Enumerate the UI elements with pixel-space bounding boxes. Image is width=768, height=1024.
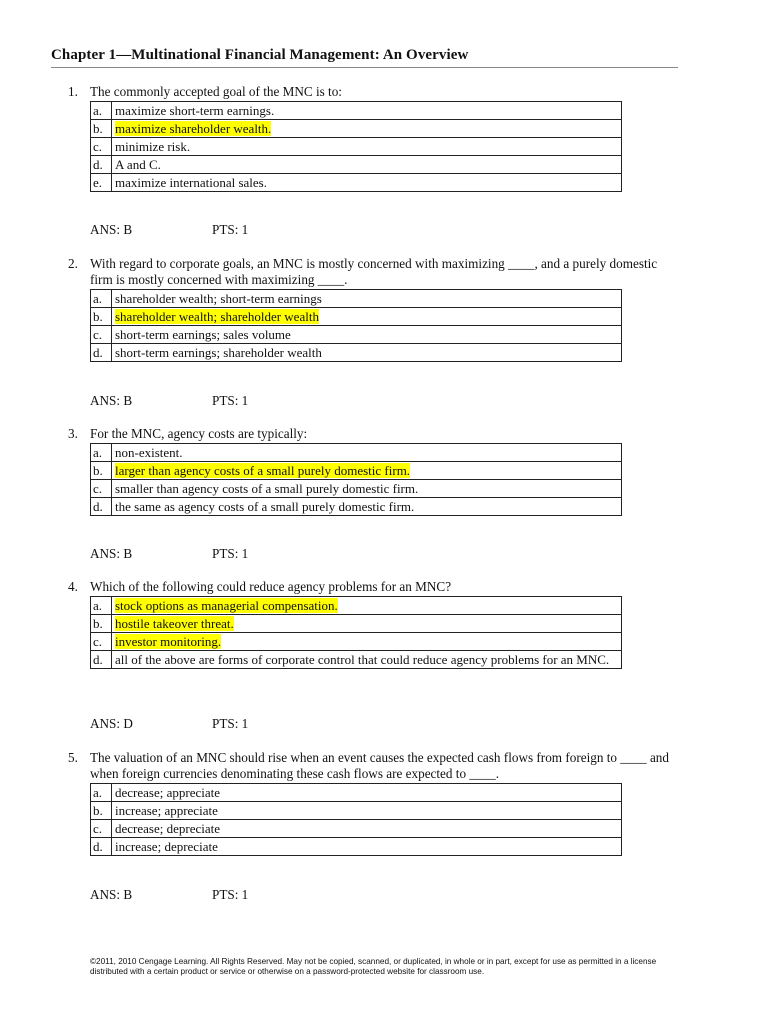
option-letter: d. (91, 651, 112, 669)
option-letter: e. (91, 174, 112, 192)
question-stem (68, 426, 678, 442)
option-cell (112, 444, 622, 462)
answer-label: ANS: D (90, 716, 133, 731)
question-text: Which of the following could reduce agency problems for an MNC? (90, 579, 452, 594)
question-1 (68, 84, 678, 192)
option-text: decrease; appreciate (115, 785, 221, 800)
answer-row-5 (90, 887, 248, 903)
title-rule (51, 67, 678, 68)
question-stem (68, 579, 678, 595)
option-cell (112, 174, 622, 192)
question-number: 4. (68, 579, 78, 594)
option-letter: b. (91, 802, 112, 820)
page-title: Chapter 1—Multinational Financial Management: An Overview (51, 47, 469, 63)
answer-row-1 (90, 222, 248, 238)
points-label: PTS: 1 (212, 546, 249, 561)
option-text: short-term earnings; shareholder wealth (115, 345, 322, 360)
option-cell (112, 326, 622, 344)
option-letter: c. (91, 633, 112, 651)
option-row (91, 651, 622, 669)
option-row (91, 597, 622, 615)
option-row (91, 462, 622, 480)
option-letter: c. (91, 820, 112, 838)
option-row (91, 444, 622, 462)
option-cell (112, 838, 622, 856)
option-text: the same as agency costs of a small purely domestic firm. (115, 499, 415, 514)
points-label: PTS: 1 (212, 887, 249, 902)
option-cell (112, 102, 622, 120)
option-cell (112, 597, 622, 615)
options-table (90, 783, 622, 856)
question-stem (68, 256, 678, 288)
option-text-highlighted: maximize shareholder wealth. (115, 121, 272, 136)
option-cell (112, 498, 622, 516)
option-cell (112, 308, 622, 326)
option-row (91, 120, 622, 138)
option-row (91, 102, 622, 120)
answer-label: ANS: B (90, 222, 133, 237)
question-text: The commonly accepted goal of the MNC is to: (90, 84, 342, 99)
option-text: minimize risk. (115, 139, 191, 154)
answer-label: ANS: B (90, 393, 133, 408)
option-text: all of the above are forms of corporate control that could reduce agency problems for an MNC. (115, 652, 610, 667)
option-cell (112, 344, 622, 362)
option-letter: c. (91, 480, 112, 498)
option-text: decrease; depreciate (115, 821, 221, 836)
question-text: For the MNC, agency costs are typically: (90, 426, 308, 441)
options-table (90, 289, 622, 362)
question-text: With regard to corporate goals, an MNC is mostly concerned with maximizing ____, and a purely domestic firm is mostly concerned with maximizing ____. (90, 256, 658, 287)
option-cell (112, 615, 622, 633)
option-cell (112, 290, 622, 308)
option-text: smaller than agency costs of a small purely domestic firm. (115, 481, 419, 496)
option-row (91, 326, 622, 344)
option-letter: c. (91, 138, 112, 156)
option-cell (112, 784, 622, 802)
option-text: short-term earnings; sales volume (115, 327, 291, 342)
question-number: 5. (68, 750, 78, 765)
option-row (91, 784, 622, 802)
option-row (91, 498, 622, 516)
option-row (91, 308, 622, 326)
answer-label: ANS: B (90, 546, 133, 561)
option-cell (112, 156, 622, 174)
options-table (90, 443, 622, 516)
answer-label: ANS: B (90, 887, 133, 902)
option-cell (112, 820, 622, 838)
option-row (91, 138, 622, 156)
points-label: PTS: 1 (212, 393, 249, 408)
option-cell (112, 651, 622, 669)
question-3 (68, 426, 678, 516)
points-label: PTS: 1 (212, 716, 249, 731)
question-text: The valuation of an MNC should rise when an event causes the expected cash flows from foreign to ____ and when foreign currencies denominating these cash flows are expected to ____. (90, 750, 669, 781)
option-letter: d. (91, 838, 112, 856)
option-row (91, 344, 622, 362)
option-cell (112, 802, 622, 820)
question-number: 1. (68, 84, 78, 99)
question-5 (68, 750, 678, 856)
answer-row-4 (90, 716, 248, 732)
option-cell (112, 462, 622, 480)
option-letter: d. (91, 498, 112, 516)
points-label: PTS: 1 (212, 222, 249, 237)
option-letter: b. (91, 308, 112, 326)
option-text-highlighted: investor monitoring. (115, 634, 222, 649)
question-stem (68, 84, 678, 100)
question-4 (68, 579, 678, 669)
option-text-highlighted: stock options as managerial compensation. (115, 598, 338, 613)
option-text-highlighted: larger than agency costs of a small purely domestic firm. (115, 463, 411, 478)
option-text: increase; appreciate (115, 803, 218, 818)
option-row (91, 615, 622, 633)
question-number: 3. (68, 426, 78, 441)
option-row (91, 174, 622, 192)
option-letter: a. (91, 102, 112, 120)
copyright-footer: ©2011, 2010 Cengage Learning. All Rights Reserved. May not be copied, scanned, or duplicated, in whole or in part, except for use as permitted in a license distributed with a certain product or service or otherwise on a password-protected website for classroom use. (90, 957, 657, 976)
question-2 (68, 256, 678, 362)
option-letter: b. (91, 462, 112, 480)
option-row (91, 802, 622, 820)
question-number: 2. (68, 256, 78, 271)
option-cell (112, 138, 622, 156)
answer-row-2 (90, 393, 248, 409)
option-letter: a. (91, 784, 112, 802)
option-letter: c. (91, 326, 112, 344)
option-letter: d. (91, 344, 112, 362)
option-cell (112, 480, 622, 498)
options-table (90, 596, 622, 669)
option-letter: a. (91, 597, 112, 615)
option-text: non-existent. (115, 445, 183, 460)
option-row (91, 480, 622, 498)
option-letter: a. (91, 290, 112, 308)
option-text: A and C. (115, 157, 161, 172)
option-row (91, 156, 622, 174)
option-cell (112, 633, 622, 651)
option-letter: b. (91, 615, 112, 633)
option-text-highlighted: shareholder wealth; shareholder wealth (115, 309, 319, 324)
option-text: shareholder wealth; short-term earnings (115, 291, 322, 306)
option-row (91, 838, 622, 856)
option-text-highlighted: hostile takeover threat. (115, 616, 234, 631)
options-table (90, 101, 622, 192)
option-text: increase; depreciate (115, 839, 218, 854)
option-letter: a. (91, 444, 112, 462)
option-text: maximize international sales. (115, 175, 267, 190)
option-text: maximize short-term earnings. (115, 103, 275, 118)
option-row (91, 820, 622, 838)
option-letter: b. (91, 120, 112, 138)
option-cell (112, 120, 622, 138)
question-stem (68, 750, 678, 782)
option-row (91, 290, 622, 308)
answer-row-3 (90, 546, 248, 562)
option-row (91, 633, 622, 651)
option-letter: d. (91, 156, 112, 174)
